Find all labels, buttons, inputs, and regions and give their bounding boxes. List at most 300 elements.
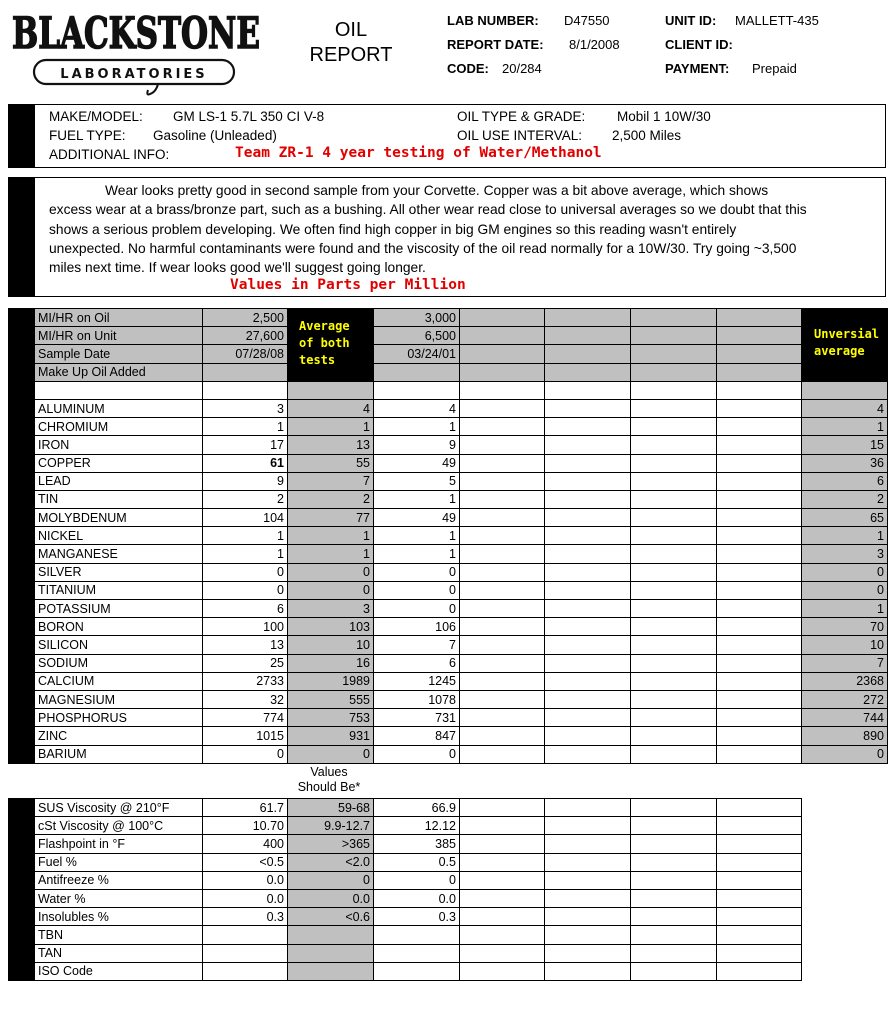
empty-sample-cell — [460, 727, 545, 745]
empty-sample-cell — [717, 563, 802, 581]
element-sample-2: 1 — [374, 545, 460, 563]
element-universal-average: 0 — [802, 745, 888, 763]
element-average: 0 — [288, 563, 374, 581]
element-universal-average: 1 — [802, 527, 888, 545]
empty-sample-cell — [460, 926, 545, 944]
sample-info-label: Make Up Oil Added — [35, 363, 203, 381]
element-name: CHROMIUM — [35, 418, 203, 436]
oil-type-label: OIL TYPE & GRADE: — [457, 109, 586, 124]
element-average: 55 — [288, 454, 374, 472]
empty-sample-cell — [717, 399, 802, 417]
property-sample-1: 10.70 — [203, 817, 288, 835]
element-row — [9, 745, 888, 763]
element-sample-2: 847 — [374, 727, 460, 745]
element-sample-1: 9 — [203, 472, 288, 490]
element-average: 555 — [288, 690, 374, 708]
logo-graphic — [8, 4, 264, 100]
empty-sample-cell — [631, 654, 717, 672]
empty-sample-cell — [717, 709, 802, 727]
property-sample-1 — [203, 962, 288, 980]
element-sample-1: 1 — [203, 418, 288, 436]
element-sample-2: 731 — [374, 709, 460, 727]
empty-sample-cell — [717, 926, 802, 944]
property-name: TAN — [35, 944, 203, 962]
property-sample-2 — [374, 926, 460, 944]
empty-sample-cell — [460, 690, 545, 708]
blank-cell — [631, 381, 717, 399]
empty-sample-cell — [545, 509, 631, 527]
empty-sample-cell — [631, 454, 717, 472]
empty-sample-cell — [545, 835, 631, 853]
table-side-bar — [9, 799, 35, 981]
units-note: Values in Parts per Million — [230, 277, 466, 293]
element-average: 77 — [288, 509, 374, 527]
empty-sample-cell — [460, 327, 545, 345]
element-average: 103 — [288, 618, 374, 636]
empty-sample-cell — [545, 889, 631, 907]
lab-number-value: D47550 — [564, 13, 610, 28]
element-sample-1: 1 — [203, 527, 288, 545]
code-value: 20/284 — [502, 61, 542, 76]
element-sample-2: 0 — [374, 745, 460, 763]
empty-sample-cell — [545, 600, 631, 618]
empty-sample-cell — [545, 709, 631, 727]
empty-sample-cell — [545, 472, 631, 490]
element-universal-average: 0 — [802, 581, 888, 599]
element-universal-average: 6 — [802, 472, 888, 490]
property-should-be: <2.0 — [288, 853, 374, 871]
empty-sample-cell — [717, 636, 802, 654]
empty-sample-cell — [717, 309, 802, 327]
vehicle-info-box — [8, 104, 886, 168]
element-sample-1: 1 — [203, 545, 288, 563]
empty-sample-cell — [717, 618, 802, 636]
property-name: Insolubles % — [35, 908, 203, 926]
element-name: CALCIUM — [35, 672, 203, 690]
empty-sample-cell — [545, 745, 631, 763]
empty-sample-cell — [717, 454, 802, 472]
sample-1-value: 2,500 — [203, 309, 288, 327]
empty-sample-cell — [460, 799, 545, 817]
element-universal-average: 70 — [802, 618, 888, 636]
code-label: CODE: — [447, 61, 489, 76]
empty-sample-cell — [717, 581, 802, 599]
empty-sample-cell — [717, 418, 802, 436]
element-row — [9, 672, 888, 690]
element-name: TIN — [35, 490, 203, 508]
empty-sample-cell — [631, 509, 717, 527]
empty-sample-cell — [631, 962, 717, 980]
element-name: TITANIUM — [35, 581, 203, 599]
comment-box — [8, 177, 886, 297]
sample-2-value — [374, 363, 460, 381]
empty-sample-cell — [631, 835, 717, 853]
property-name: ISO Code — [35, 962, 203, 980]
empty-sample-cell — [631, 926, 717, 944]
empty-sample-cell — [460, 527, 545, 545]
empty-sample-cell — [545, 871, 631, 889]
property-row — [9, 962, 802, 980]
element-name: MAGNESIUM — [35, 690, 203, 708]
element-name: SILICON — [35, 636, 203, 654]
property-name: cSt Viscosity @ 100°C — [35, 817, 203, 835]
make-model-value: GM LS-1 5.7L 350 CI V-8 — [173, 109, 325, 124]
element-sample-2: 1 — [374, 418, 460, 436]
element-universal-average: 10 — [802, 636, 888, 654]
empty-sample-cell — [545, 799, 631, 817]
empty-sample-cell — [460, 345, 545, 363]
element-name: SILVER — [35, 563, 203, 581]
element-row — [9, 618, 888, 636]
element-sample-1: 0 — [203, 745, 288, 763]
empty-sample-cell — [717, 345, 802, 363]
property-sample-2: 0 — [374, 871, 460, 889]
empty-sample-cell — [545, 618, 631, 636]
property-sample-2 — [374, 962, 460, 980]
empty-sample-cell — [460, 490, 545, 508]
empty-sample-cell — [631, 745, 717, 763]
empty-sample-cell — [460, 600, 545, 618]
element-universal-average: 65 — [802, 509, 888, 527]
property-sample-2 — [374, 944, 460, 962]
sample-info-row — [9, 327, 888, 345]
element-sample-1: 32 — [203, 690, 288, 708]
empty-sample-cell — [460, 399, 545, 417]
element-average: 16 — [288, 654, 374, 672]
element-sample-2: 0 — [374, 600, 460, 618]
additional-info-label: ADDITIONAL INFO: — [49, 147, 170, 162]
element-row — [9, 563, 888, 581]
element-name: BARIUM — [35, 745, 203, 763]
property-sample-1: 61.7 — [203, 799, 288, 817]
oil-interval-label: OIL USE INTERVAL: — [457, 128, 583, 143]
empty-sample-cell — [460, 853, 545, 871]
element-sample-1: 3 — [203, 399, 288, 417]
element-universal-average: 0 — [802, 563, 888, 581]
empty-sample-cell — [717, 327, 802, 345]
info-side-bar — [9, 105, 35, 167]
element-row — [9, 727, 888, 745]
comment-side-bar — [9, 178, 35, 296]
empty-sample-cell — [460, 563, 545, 581]
report-date-label: REPORT DATE: — [447, 37, 544, 52]
empty-sample-cell — [717, 545, 802, 563]
client-id-label: CLIENT ID: — [665, 37, 733, 52]
property-should-be: 0 — [288, 871, 374, 889]
element-row — [9, 654, 888, 672]
comment-text: Wear looks pretty good in second sample from your Corvette. Copper was a bit above average, which shows excess wear at a brass/bronze part, such as a bushing. All other wear read close to universal averages so we doubt that this shows a serious problem developing. We often find high copper in big GM engines so this reading wasn't entirely unexpected. No harmful contaminants were found and the viscosity of the oil read normally for a 10W/30. Try going ~3,500 miles next time. If wear looks good we'll suggest going longer. — [49, 183, 807, 276]
empty-sample-cell — [545, 672, 631, 690]
empty-sample-cell — [460, 908, 545, 926]
empty-sample-cell — [717, 654, 802, 672]
element-row — [9, 418, 888, 436]
values-should-be-label: Values Should Be* — [297, 765, 361, 794]
empty-sample-cell — [717, 817, 802, 835]
sample-1-value: 07/28/08 — [203, 345, 288, 363]
blank-cell — [717, 381, 802, 399]
make-model-label: MAKE/MODEL: — [49, 109, 143, 124]
fuel-type-label: FUEL TYPE: — [49, 128, 126, 143]
element-average: 931 — [288, 727, 374, 745]
element-sample-2: 49 — [374, 509, 460, 527]
empty-sample-cell — [631, 309, 717, 327]
element-universal-average: 2368 — [802, 672, 888, 690]
element-row — [9, 454, 888, 472]
empty-sample-cell — [460, 363, 545, 381]
empty-sample-cell — [545, 527, 631, 545]
property-sample-2: 12.12 — [374, 817, 460, 835]
empty-sample-cell — [460, 472, 545, 490]
element-row — [9, 581, 888, 599]
element-average: 0 — [288, 581, 374, 599]
empty-sample-cell — [545, 545, 631, 563]
empty-sample-cell — [545, 962, 631, 980]
empty-sample-cell — [717, 835, 802, 853]
property-should-be: 0.0 — [288, 889, 374, 907]
empty-sample-cell — [545, 363, 631, 381]
property-row — [9, 926, 802, 944]
empty-sample-cell — [545, 908, 631, 926]
fuel-type-value: Gasoline (Unleaded) — [153, 128, 277, 143]
empty-sample-cell — [460, 509, 545, 527]
empty-sample-cell — [717, 799, 802, 817]
element-sample-1: 0 — [203, 563, 288, 581]
property-should-be: <0.6 — [288, 908, 374, 926]
empty-sample-cell — [717, 600, 802, 618]
element-sample-1: 774 — [203, 709, 288, 727]
empty-sample-cell — [631, 618, 717, 636]
empty-sample-cell — [460, 817, 545, 835]
empty-sample-cell — [545, 309, 631, 327]
empty-sample-cell — [460, 454, 545, 472]
empty-sample-cell — [460, 745, 545, 763]
sample-info-row — [9, 363, 888, 381]
property-sample-1: <0.5 — [203, 853, 288, 871]
empty-sample-cell — [717, 908, 802, 926]
blackstone-logo — [8, 4, 264, 100]
element-sample-2: 9 — [374, 436, 460, 454]
property-name: Antifreeze % — [35, 871, 203, 889]
report-date-value: 8/1/2008 — [569, 37, 620, 52]
element-universal-average: 744 — [802, 709, 888, 727]
empty-sample-cell — [631, 490, 717, 508]
property-row — [9, 908, 802, 926]
element-average: 1 — [288, 527, 374, 545]
empty-sample-cell — [460, 618, 545, 636]
property-row — [9, 889, 802, 907]
element-average: 753 — [288, 709, 374, 727]
empty-sample-cell — [631, 799, 717, 817]
sample-2-value: 6,500 — [374, 327, 460, 345]
element-sample-1: 1015 — [203, 727, 288, 745]
empty-sample-cell — [460, 889, 545, 907]
empty-sample-cell — [631, 727, 717, 745]
element-name: IRON — [35, 436, 203, 454]
payment-label: PAYMENT: — [665, 61, 730, 76]
element-name: LEAD — [35, 472, 203, 490]
empty-sample-cell — [631, 327, 717, 345]
element-universal-average: 4 — [802, 399, 888, 417]
empty-sample-cell — [717, 490, 802, 508]
empty-sample-cell — [460, 545, 545, 563]
oil-interval-value: 2,500 Miles — [612, 128, 682, 143]
element-row — [9, 490, 888, 508]
element-name: NICKEL — [35, 527, 203, 545]
element-row — [9, 690, 888, 708]
logo-subtitle: LABORATORIES — [60, 67, 208, 82]
sample-info-label: MI/HR on Oil — [35, 309, 203, 327]
empty-sample-cell — [460, 835, 545, 853]
property-name: Flashpoint in °F — [35, 835, 203, 853]
element-name: ZINC — [35, 727, 203, 745]
element-average: 10 — [288, 636, 374, 654]
empty-sample-cell — [460, 581, 545, 599]
element-sample-1: 6 — [203, 600, 288, 618]
sample-1-value: 27,600 — [203, 327, 288, 345]
logo-title: BLACKSTONE — [12, 9, 260, 59]
sample-info-row — [9, 309, 888, 327]
empty-sample-cell — [631, 871, 717, 889]
property-row — [9, 835, 802, 853]
property-sample-1: 400 — [203, 835, 288, 853]
empty-sample-cell — [545, 399, 631, 417]
element-name: BORON — [35, 618, 203, 636]
element-sample-2: 1 — [374, 490, 460, 508]
property-should-be: >365 — [288, 835, 374, 853]
element-row — [9, 436, 888, 454]
empty-sample-cell — [545, 654, 631, 672]
property-row — [9, 817, 802, 835]
sample-2-value: 03/24/01 — [374, 345, 460, 363]
element-name: PHOSPHORUS — [35, 709, 203, 727]
universal-average-label: Unversial average — [814, 327, 880, 358]
empty-sample-cell — [717, 672, 802, 690]
property-sample-2: 385 — [374, 835, 460, 853]
element-universal-average: 272 — [802, 690, 888, 708]
property-should-be — [288, 962, 374, 980]
empty-sample-cell — [631, 889, 717, 907]
property-sample-2: 66.9 — [374, 799, 460, 817]
blank-cell — [203, 381, 288, 399]
empty-sample-cell — [717, 690, 802, 708]
empty-sample-cell — [631, 690, 717, 708]
empty-sample-cell — [460, 636, 545, 654]
empty-sample-cell — [631, 472, 717, 490]
empty-sample-cell — [717, 962, 802, 980]
empty-sample-cell — [460, 962, 545, 980]
empty-sample-cell — [631, 363, 717, 381]
empty-sample-cell — [717, 363, 802, 381]
element-sample-2: 1078 — [374, 690, 460, 708]
element-universal-average: 15 — [802, 436, 888, 454]
element-sample-1: 100 — [203, 618, 288, 636]
property-sample-2: 0.0 — [374, 889, 460, 907]
element-sample-2: 7 — [374, 636, 460, 654]
element-name: MANGANESE — [35, 545, 203, 563]
lab-number-label: LAB NUMBER: — [447, 13, 539, 28]
empty-sample-cell — [545, 418, 631, 436]
elements-table — [8, 308, 888, 764]
property-sample-1: 0.0 — [203, 889, 288, 907]
sample-1-value — [203, 363, 288, 381]
properties-table — [8, 798, 802, 981]
blank-cell — [35, 381, 203, 399]
property-sample-1: 0.0 — [203, 871, 288, 889]
empty-sample-cell — [460, 654, 545, 672]
empty-sample-cell — [631, 436, 717, 454]
element-universal-average: 1 — [802, 600, 888, 618]
element-average: 1 — [288, 418, 374, 436]
blank-cell — [460, 381, 545, 399]
property-sample-1 — [203, 944, 288, 962]
element-sample-1: 2 — [203, 490, 288, 508]
property-sample-1: 0.3 — [203, 908, 288, 926]
empty-sample-cell — [545, 454, 631, 472]
element-average: 1989 — [288, 672, 374, 690]
blank-cell — [374, 381, 460, 399]
property-sample-1 — [203, 926, 288, 944]
unit-id-label: UNIT ID: — [665, 13, 717, 28]
blank-cell — [802, 381, 888, 399]
element-average: 13 — [288, 436, 374, 454]
empty-sample-cell — [717, 727, 802, 745]
element-name: POTASSIUM — [35, 600, 203, 618]
element-sample-2: 5 — [374, 472, 460, 490]
empty-sample-cell — [545, 944, 631, 962]
empty-sample-cell — [631, 545, 717, 563]
element-row — [9, 545, 888, 563]
empty-sample-cell — [717, 745, 802, 763]
empty-sample-cell — [545, 327, 631, 345]
element-sample-1: 2733 — [203, 672, 288, 690]
empty-sample-cell — [717, 436, 802, 454]
element-universal-average: 2 — [802, 490, 888, 508]
element-name: MOLYBDENUM — [35, 509, 203, 527]
property-row — [9, 853, 802, 871]
property-name: SUS Viscosity @ 210°F — [35, 799, 203, 817]
element-average: 0 — [288, 745, 374, 763]
element-row — [9, 472, 888, 490]
empty-sample-cell — [545, 727, 631, 745]
property-should-be: 59-68 — [288, 799, 374, 817]
sample-info-row — [9, 345, 888, 363]
table-side-bar — [9, 309, 35, 764]
element-universal-average: 36 — [802, 454, 888, 472]
empty-sample-cell — [545, 690, 631, 708]
element-universal-average: 3 — [802, 545, 888, 563]
element-sample-2: 6 — [374, 654, 460, 672]
element-sample-2: 1245 — [374, 672, 460, 690]
empty-sample-cell — [545, 436, 631, 454]
element-name: ALUMINUM — [35, 399, 203, 417]
empty-sample-cell — [460, 418, 545, 436]
element-sample-1: 0 — [203, 581, 288, 599]
empty-sample-cell — [545, 581, 631, 599]
unit-id-value: MALLETT-435 — [735, 13, 819, 28]
empty-sample-cell — [545, 563, 631, 581]
element-average: 2 — [288, 490, 374, 508]
element-universal-average: 890 — [802, 727, 888, 745]
property-should-be: 9.9-12.7 — [288, 817, 374, 835]
empty-sample-cell — [631, 418, 717, 436]
empty-sample-cell — [717, 889, 802, 907]
element-row — [9, 709, 888, 727]
element-sample-2: 0 — [374, 563, 460, 581]
empty-sample-cell — [631, 581, 717, 599]
additional-info-note: Team ZR-1 4 year testing of Water/Methanol — [235, 145, 602, 161]
element-row — [9, 636, 888, 654]
empty-sample-cell — [631, 527, 717, 545]
